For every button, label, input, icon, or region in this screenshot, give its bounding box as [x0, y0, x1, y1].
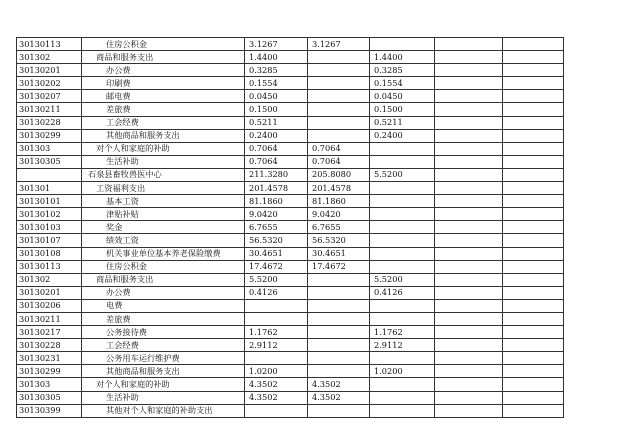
amount-basic-cell: 17.4672: [308, 260, 370, 273]
amount-project-cell: [370, 247, 435, 260]
amount-total-cell: 2.9112: [245, 339, 308, 352]
table-row: [17, 182, 564, 195]
empty-cell: [435, 129, 503, 142]
table-row: [17, 352, 564, 365]
empty-cell: [503, 312, 564, 325]
code-cell: 301303: [17, 142, 82, 155]
amount-project-cell: 5.5200: [370, 168, 435, 181]
name-cell: 津贴补贴: [82, 208, 245, 221]
empty-cell: [435, 352, 503, 365]
table-body: [17, 38, 564, 418]
table-row: [17, 247, 564, 260]
empty-cell: [503, 77, 564, 90]
amount-total-cell: 0.7064: [245, 142, 308, 155]
amount-basic-cell: [308, 299, 370, 312]
amount-total-cell: 211.3280: [245, 168, 308, 181]
amount-basic-cell: [308, 90, 370, 103]
amount-project-cell: 0.4126: [370, 286, 435, 299]
amount-project-cell: [370, 38, 435, 51]
table-row: [17, 38, 564, 51]
table-row: [17, 299, 564, 312]
code-cell: 30130231: [17, 352, 82, 365]
empty-cell: [503, 247, 564, 260]
empty-cell: [435, 234, 503, 247]
amount-basic-cell: 81.1860: [308, 195, 370, 208]
amount-project-cell: [370, 391, 435, 404]
amount-project-cell: [370, 142, 435, 155]
empty-cell: [503, 90, 564, 103]
amount-basic-cell: 205.8080: [308, 168, 370, 181]
empty-cell: [435, 391, 503, 404]
amount-total-cell: 17.4672: [245, 260, 308, 273]
amount-basic-cell: [308, 312, 370, 325]
amount-total-cell: 4.3502: [245, 378, 308, 391]
amount-project-cell: 2.9112: [370, 339, 435, 352]
name-cell: 其他商品和服务支出: [82, 129, 245, 142]
table-row: [17, 273, 564, 286]
code-cell: 30130305: [17, 155, 82, 168]
amount-project-cell: 0.3285: [370, 64, 435, 77]
amount-total-cell: 56.5320: [245, 234, 308, 247]
amount-project-cell: [370, 299, 435, 312]
name-cell: 公务用车运行维护费: [82, 352, 245, 365]
amount-total-cell: 30.4651: [245, 247, 308, 260]
amount-project-cell: 1.1762: [370, 326, 435, 339]
code-cell: 30130228: [17, 339, 82, 352]
empty-cell: [435, 155, 503, 168]
empty-cell: [435, 365, 503, 378]
empty-cell: [503, 391, 564, 404]
amount-basic-cell: 0.7064: [308, 155, 370, 168]
amount-project-cell: 0.1500: [370, 103, 435, 116]
code-cell: 30130206: [17, 299, 82, 312]
amount-total-cell: [245, 352, 308, 365]
amount-total-cell: 3.1267: [245, 38, 308, 51]
amount-project-cell: [370, 234, 435, 247]
name-cell: 印刷费: [82, 77, 245, 90]
amount-total-cell: 5.5200: [245, 273, 308, 286]
table-row: [17, 365, 564, 378]
table-row: [17, 404, 564, 417]
empty-cell: [503, 286, 564, 299]
empty-cell: [435, 299, 503, 312]
name-cell: 电费: [82, 299, 245, 312]
table-row: [17, 155, 564, 168]
name-cell: 邮电费: [82, 90, 245, 103]
empty-cell: [435, 168, 503, 181]
name-cell: 差旅费: [82, 103, 245, 116]
name-cell: 差旅费: [82, 312, 245, 325]
amount-project-cell: [370, 404, 435, 417]
empty-cell: [435, 208, 503, 221]
amount-basic-cell: 4.3502: [308, 378, 370, 391]
table-row: [17, 208, 564, 221]
amount-total-cell: 0.3285: [245, 64, 308, 77]
name-cell: 其他对个人和家庭的补助支出: [82, 404, 245, 417]
table-row: [17, 168, 564, 181]
empty-cell: [503, 103, 564, 116]
empty-cell: [435, 260, 503, 273]
empty-cell: [435, 77, 503, 90]
amount-total-cell: 0.1554: [245, 77, 308, 90]
table-row: [17, 103, 564, 116]
empty-cell: [503, 38, 564, 51]
amount-total-cell: 201.4578: [245, 182, 308, 195]
table-row: [17, 326, 564, 339]
table-row: [17, 195, 564, 208]
code-cell: 30130299: [17, 365, 82, 378]
empty-cell: [435, 404, 503, 417]
amount-project-cell: 0.0450: [370, 90, 435, 103]
empty-cell: [435, 339, 503, 352]
table-row: [17, 260, 564, 273]
empty-cell: [503, 273, 564, 286]
empty-cell: [503, 195, 564, 208]
amount-basic-cell: 6.7655: [308, 221, 370, 234]
name-cell: 基本工资: [82, 195, 245, 208]
table-row: [17, 142, 564, 155]
empty-cell: [503, 155, 564, 168]
empty-cell: [503, 64, 564, 77]
amount-basic-cell: [308, 116, 370, 129]
table-row: [17, 234, 564, 247]
amount-basic-cell: 4.3502: [308, 391, 370, 404]
name-cell: 公务接待费: [82, 326, 245, 339]
code-cell: 301302: [17, 273, 82, 286]
code-cell: 30130201: [17, 64, 82, 77]
empty-cell: [435, 142, 503, 155]
code-cell: 30130399: [17, 404, 82, 417]
amount-basic-cell: [308, 273, 370, 286]
table-row: [17, 221, 564, 234]
amount-basic-cell: [308, 339, 370, 352]
amount-project-cell: [370, 378, 435, 391]
name-cell: 工资福利支出: [82, 182, 245, 195]
empty-cell: [435, 326, 503, 339]
name-cell: 办公费: [82, 286, 245, 299]
amount-basic-cell: 56.5320: [308, 234, 370, 247]
amount-project-cell: 5.5200: [370, 273, 435, 286]
empty-cell: [503, 116, 564, 129]
amount-project-cell: [370, 155, 435, 168]
amount-total-cell: 0.5211: [245, 116, 308, 129]
amount-total-cell: 0.1500: [245, 103, 308, 116]
code-cell: 30130211: [17, 103, 82, 116]
code-cell: [17, 168, 82, 181]
empty-cell: [503, 378, 564, 391]
amount-total-cell: [245, 312, 308, 325]
empty-cell: [503, 208, 564, 221]
amount-project-cell: [370, 352, 435, 365]
empty-cell: [435, 38, 503, 51]
empty-cell: [435, 378, 503, 391]
code-cell: 30130113: [17, 260, 82, 273]
empty-cell: [503, 339, 564, 352]
empty-cell: [503, 260, 564, 273]
amount-project-cell: [370, 312, 435, 325]
amount-total-cell: 0.2400: [245, 129, 308, 142]
empty-cell: [435, 51, 503, 64]
table-row: [17, 64, 564, 77]
table-row: [17, 286, 564, 299]
name-cell: 住房公积金: [82, 38, 245, 51]
amount-project-cell: 1.4400: [370, 51, 435, 64]
amount-total-cell: [245, 404, 308, 417]
amount-project-cell: 0.2400: [370, 129, 435, 142]
amount-basic-cell: [308, 129, 370, 142]
code-cell: 30130202: [17, 77, 82, 90]
table-row: [17, 339, 564, 352]
amount-basic-cell: [308, 286, 370, 299]
empty-cell: [435, 273, 503, 286]
empty-cell: [435, 195, 503, 208]
amount-basic-cell: 9.0420: [308, 208, 370, 221]
code-cell: 301303: [17, 378, 82, 391]
amount-total-cell: 9.0420: [245, 208, 308, 221]
empty-cell: [503, 352, 564, 365]
code-cell: 30130108: [17, 247, 82, 260]
amount-basic-cell: [308, 77, 370, 90]
code-cell: 30130299: [17, 129, 82, 142]
code-cell: 30130217: [17, 326, 82, 339]
code-cell: 301302: [17, 51, 82, 64]
amount-project-cell: [370, 182, 435, 195]
name-cell: 商品和服务支出: [82, 273, 245, 286]
amount-total-cell: 4.3502: [245, 391, 308, 404]
empty-cell: [435, 312, 503, 325]
amount-total-cell: 1.4400: [245, 51, 308, 64]
code-cell: 30130305: [17, 391, 82, 404]
empty-cell: [435, 116, 503, 129]
amount-total-cell: 0.0450: [245, 90, 308, 103]
empty-cell: [435, 103, 503, 116]
code-cell: 30130228: [17, 116, 82, 129]
empty-cell: [503, 299, 564, 312]
amount-basic-cell: 30.4651: [308, 247, 370, 260]
empty-cell: [435, 182, 503, 195]
amount-project-cell: [370, 260, 435, 273]
name-cell: 办公费: [82, 64, 245, 77]
code-cell: 30130201: [17, 286, 82, 299]
empty-cell: [503, 326, 564, 339]
empty-cell: [503, 365, 564, 378]
empty-cell: [503, 404, 564, 417]
amount-project-cell: 0.5211: [370, 116, 435, 129]
code-cell: 301301: [17, 182, 82, 195]
code-cell: 30130101: [17, 195, 82, 208]
table-row: [17, 77, 564, 90]
name-cell: 生活补助: [82, 155, 245, 168]
amount-basic-cell: [308, 51, 370, 64]
code-cell: 30130211: [17, 312, 82, 325]
empty-cell: [435, 64, 503, 77]
name-cell: 生活补助: [82, 391, 245, 404]
empty-cell: [503, 234, 564, 247]
name-cell: 工会经费: [82, 116, 245, 129]
code-cell: 30130107: [17, 234, 82, 247]
code-cell: 30130113: [17, 38, 82, 51]
amount-total-cell: 0.7064: [245, 155, 308, 168]
table-row: [17, 51, 564, 64]
amount-basic-cell: [308, 103, 370, 116]
name-cell: 对个人和家庭的补助: [82, 142, 245, 155]
amount-project-cell: [370, 208, 435, 221]
empty-cell: [435, 221, 503, 234]
name-cell: 其他商品和服务支出: [82, 365, 245, 378]
amount-project-cell: 1.0200: [370, 365, 435, 378]
empty-cell: [503, 221, 564, 234]
empty-cell: [435, 90, 503, 103]
table-row: [17, 90, 564, 103]
empty-cell: [503, 182, 564, 195]
amount-basic-cell: [308, 352, 370, 365]
name-cell: 石泉县畜牧兽医中心: [82, 168, 245, 181]
empty-cell: [503, 168, 564, 181]
name-cell: 商品和服务支出: [82, 51, 245, 64]
name-cell: 对个人和家庭的补助: [82, 378, 245, 391]
name-cell: 住房公积金: [82, 260, 245, 273]
name-cell: 工会经费: [82, 339, 245, 352]
amount-basic-cell: [308, 64, 370, 77]
amount-basic-cell: [308, 365, 370, 378]
amount-basic-cell: 0.7064: [308, 142, 370, 155]
empty-cell: [503, 51, 564, 64]
amount-total-cell: 1.1762: [245, 326, 308, 339]
amount-basic-cell: 201.4578: [308, 182, 370, 195]
code-cell: 30130102: [17, 208, 82, 221]
table-row: [17, 391, 564, 404]
table-row: [17, 312, 564, 325]
amount-basic-cell: [308, 404, 370, 417]
table-row: [17, 116, 564, 129]
budget-table: [16, 37, 564, 418]
amount-basic-cell: [308, 326, 370, 339]
amount-total-cell: 6.7655: [245, 221, 308, 234]
name-cell: 机关事业单位基本养老保险缴费: [82, 247, 245, 260]
amount-total-cell: 81.1860: [245, 195, 308, 208]
amount-project-cell: [370, 221, 435, 234]
code-cell: 30130103: [17, 221, 82, 234]
table-row: [17, 378, 564, 391]
table-row: [17, 129, 564, 142]
name-cell: 奖金: [82, 221, 245, 234]
amount-total-cell: [245, 299, 308, 312]
amount-project-cell: 0.1554: [370, 77, 435, 90]
empty-cell: [503, 129, 564, 142]
amount-total-cell: 0.4126: [245, 286, 308, 299]
empty-cell: [435, 286, 503, 299]
empty-cell: [435, 247, 503, 260]
empty-cell: [503, 142, 564, 155]
name-cell: 绩效工资: [82, 234, 245, 247]
amount-project-cell: [370, 195, 435, 208]
code-cell: 30130207: [17, 90, 82, 103]
amount-basic-cell: 3.1267: [308, 38, 370, 51]
amount-total-cell: 1.0200: [245, 365, 308, 378]
